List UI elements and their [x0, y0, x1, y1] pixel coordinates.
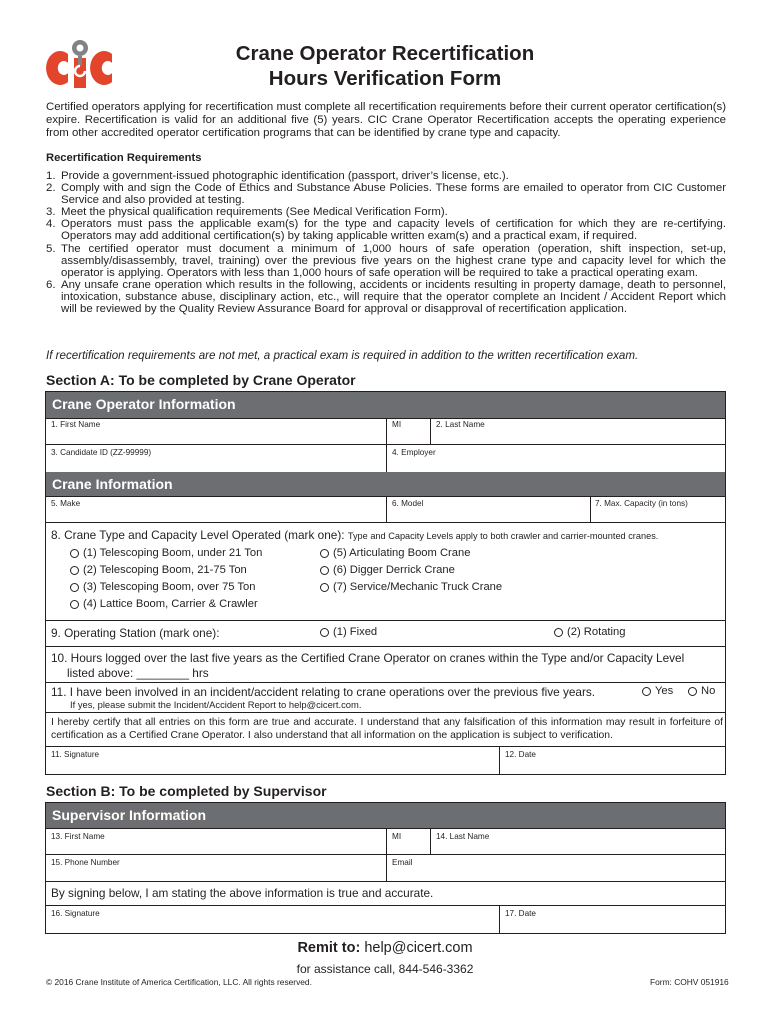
- certify-statement: I hereby certify that all entries on this form are true and accurate. I understand that any falsification of this information may result in forfeiture of certification as a Certified Crane Operator. I also understand that all information on the application is subject to verification.: [51, 717, 723, 741]
- email-label: Email: [392, 858, 413, 867]
- cic-logo: [44, 36, 128, 92]
- phone-field[interactable]: [51, 867, 381, 879]
- crane-type-option-1[interactable]: (1) Telescoping Boom, under 21 Ton: [70, 547, 262, 559]
- radio-icon: [320, 549, 329, 558]
- requirements-note: If recertification requirements are not met, a practical exam is required in addition to the written recertification exam.: [46, 349, 639, 362]
- employer-field[interactable]: [391, 458, 721, 470]
- requirement-item: 4. Operators must pass the applicable exam(s) for the type and capacity levels of certification for which they are re-certifying. Operators may add additional certification(s) by taking applicable written exam(s) and a practical exam, if required.: [46, 218, 726, 243]
- form-number: Form: COHV 051916: [650, 977, 729, 987]
- radio-icon: [70, 600, 79, 609]
- operator-info-bar: Crane Operator Information: [46, 392, 725, 418]
- signature-label: 11. Signature: [51, 750, 100, 759]
- make-label: 5. Make: [51, 499, 81, 508]
- radio-icon: [642, 687, 651, 696]
- supervisor-date-field[interactable]: [504, 919, 720, 931]
- supervisor-signature-field[interactable]: [51, 919, 491, 931]
- requirement-item: 3. Meet the physical qualification requirements (See Medical Verification Form).: [46, 206, 448, 219]
- copyright: © 2016 Crane Institute of America Certification, LLC. All rights reserved.: [46, 977, 312, 987]
- remit-line: [0, 940, 770, 956]
- supervisor-date-label: 17. Date: [505, 909, 536, 918]
- remit-email-link[interactable]: help@cicert.com: [364, 940, 473, 956]
- radio-icon: [554, 628, 563, 637]
- crane-type-option-4[interactable]: (4) Lattice Boom, Carrier & Crawler: [70, 598, 258, 610]
- last-name-field[interactable]: [435, 430, 720, 442]
- date-field[interactable]: [504, 760, 720, 772]
- hours-field[interactable]: listed above: ________ hrs: [67, 666, 209, 680]
- supervisor-first-name-label: 13. First Name: [51, 832, 105, 841]
- section-b-form: [45, 802, 726, 934]
- crane-info-bar: Crane Information: [46, 472, 725, 496]
- intro-paragraph: Certified operators applying for recertification must complete all recertification requirements before their current operator certification(s) expire. Recertification is valid for an additional five (5) years. CIC Crane Operator Recertification accepts the operating experience from other accredited operator certification programs that can be identified by crane type and capacity.: [46, 101, 726, 139]
- assistance-line: for assistance call, 844-546-3362: [296, 962, 474, 976]
- date-label: 12. Date: [505, 750, 536, 759]
- form-title: [170, 41, 600, 91]
- requirement-item: 1. Provide a government-issued photographic identification (passport, driver’s license, etc.).: [46, 170, 509, 182]
- max-capacity-label: 7. Max. Capacity (in tons): [595, 499, 688, 508]
- supervisor-first-name-field[interactable]: [51, 841, 381, 853]
- crane-type-note: Type and Capacity Levels apply to both crawler and carrier-mounted cranes.: [347, 531, 659, 541]
- radio-icon: [320, 628, 329, 637]
- email-field[interactable]: [391, 867, 721, 879]
- section-a-form: [45, 391, 726, 775]
- radio-icon: [320, 566, 329, 575]
- remit-label: Remit to:: [297, 940, 361, 956]
- section-a-title: Section A: To be completed by Crane Operator: [46, 372, 356, 388]
- operating-station-question: 9. Operating Station (mark one):: [51, 626, 220, 640]
- supervisor-last-name-label: 14. Last Name: [436, 832, 490, 841]
- crane-type-option-7[interactable]: (7) Service/Mechanic Truck Crane: [320, 581, 502, 593]
- requirements-list: [46, 170, 726, 315]
- station-fixed-option[interactable]: (1) Fixed: [320, 626, 377, 638]
- supervisor-info-bar: Supervisor Information: [46, 803, 725, 828]
- title-line-2: Hours Verification Form: [268, 67, 502, 90]
- first-name-field[interactable]: [51, 430, 381, 442]
- hours-question: 10. Hours logged over the last five years as the Certified Crane Operator on cranes within the Type and/or Capacity Level: [51, 651, 685, 665]
- requirement-item: 5. The certified operator must document a minimum of 1,000 hours of safe operation (operation, shift inspection, set-up, assembly/disassembly, travel, training) over the previous five years on the highest crane type and capacity level for which the operator is applying. Operators with less than 1,000 hours of safe operation will be required to take a practical operating exam.: [46, 242, 726, 279]
- radio-icon: [70, 566, 79, 575]
- radio-icon: [70, 583, 79, 592]
- supervisor-statement: By signing below, I am stating the above information is true and accurate.: [51, 886, 434, 900]
- phone-label: 15. Phone Number: [51, 858, 120, 867]
- first-name-label: 1. First Name: [51, 420, 101, 429]
- model-field[interactable]: [391, 509, 586, 521]
- crane-type-option-6[interactable]: (6) Digger Derrick Crane: [320, 564, 455, 576]
- last-name-label: 2. Last Name: [436, 420, 485, 429]
- station-rotating-option[interactable]: (2) Rotating: [554, 626, 625, 638]
- max-capacity-field[interactable]: [594, 509, 721, 521]
- model-label: 6. Model: [392, 499, 424, 508]
- radio-icon: [688, 687, 697, 696]
- supervisor-mi-label: MI: [392, 832, 402, 841]
- crane-type-option-3[interactable]: (3) Telescoping Boom, over 75 Ton: [70, 581, 255, 593]
- mi-label: MI: [392, 420, 402, 429]
- employer-label: 4. Employer: [392, 448, 436, 457]
- radio-icon: [70, 549, 79, 558]
- candidate-id-field[interactable]: [51, 458, 381, 470]
- radio-icon: [320, 583, 329, 592]
- mi-field[interactable]: [391, 430, 427, 442]
- incident-no-option[interactable]: No: [688, 685, 715, 697]
- incident-yes-option[interactable]: Yes: [642, 685, 673, 697]
- incident-note: If yes, please submit the Incident/Accident Report to help@cicert.com.: [70, 699, 362, 710]
- crane-type-question: 8. Crane Type and Capacity Level Operated (mark one): Type and Capacity Levels apply to both crawler and carrier-mounted cranes.: [51, 528, 659, 542]
- candidate-id-label: 3. Candidate ID (ZZ-99999): [51, 448, 152, 457]
- crane-type-option-5[interactable]: (5) Articulating Boom Crane: [320, 547, 470, 559]
- incident-question: 11. I have been involved in an incident/accident relating to crane operations over the previous five years.: [51, 685, 596, 699]
- make-field[interactable]: [51, 509, 381, 521]
- requirements-heading: Recertification Requirements: [46, 152, 202, 164]
- requirement-item: 2. Comply with and sign the Code of Ethics and Substance Abuse Policies. These forms are emailed to operator from CIC Customer Service and also provided at testing.: [46, 182, 726, 207]
- supervisor-mi-field[interactable]: [391, 841, 427, 853]
- supervisor-last-name-field[interactable]: [435, 841, 720, 853]
- crane-type-option-2[interactable]: (2) Telescoping Boom, 21-75 Ton: [70, 564, 247, 576]
- signature-field[interactable]: [51, 760, 491, 772]
- section-b-title: Section B: To be completed by Supervisor: [46, 783, 327, 799]
- requirement-item: 6. Any unsafe crane operation which results in the following, accidents or incidents resulting in property damage, death to personnel, intoxication, substance abuse, disciplinary action, etc., will require that the operator complete an Incident / Accident Report which will be reviewed by the Quality Review Assurance Board for approval or disapproval of recertification application.: [46, 278, 726, 316]
- supervisor-signature-label: 16. Signature: [51, 909, 100, 918]
- title-line-1: Crane Operator Recertification: [235, 42, 535, 65]
